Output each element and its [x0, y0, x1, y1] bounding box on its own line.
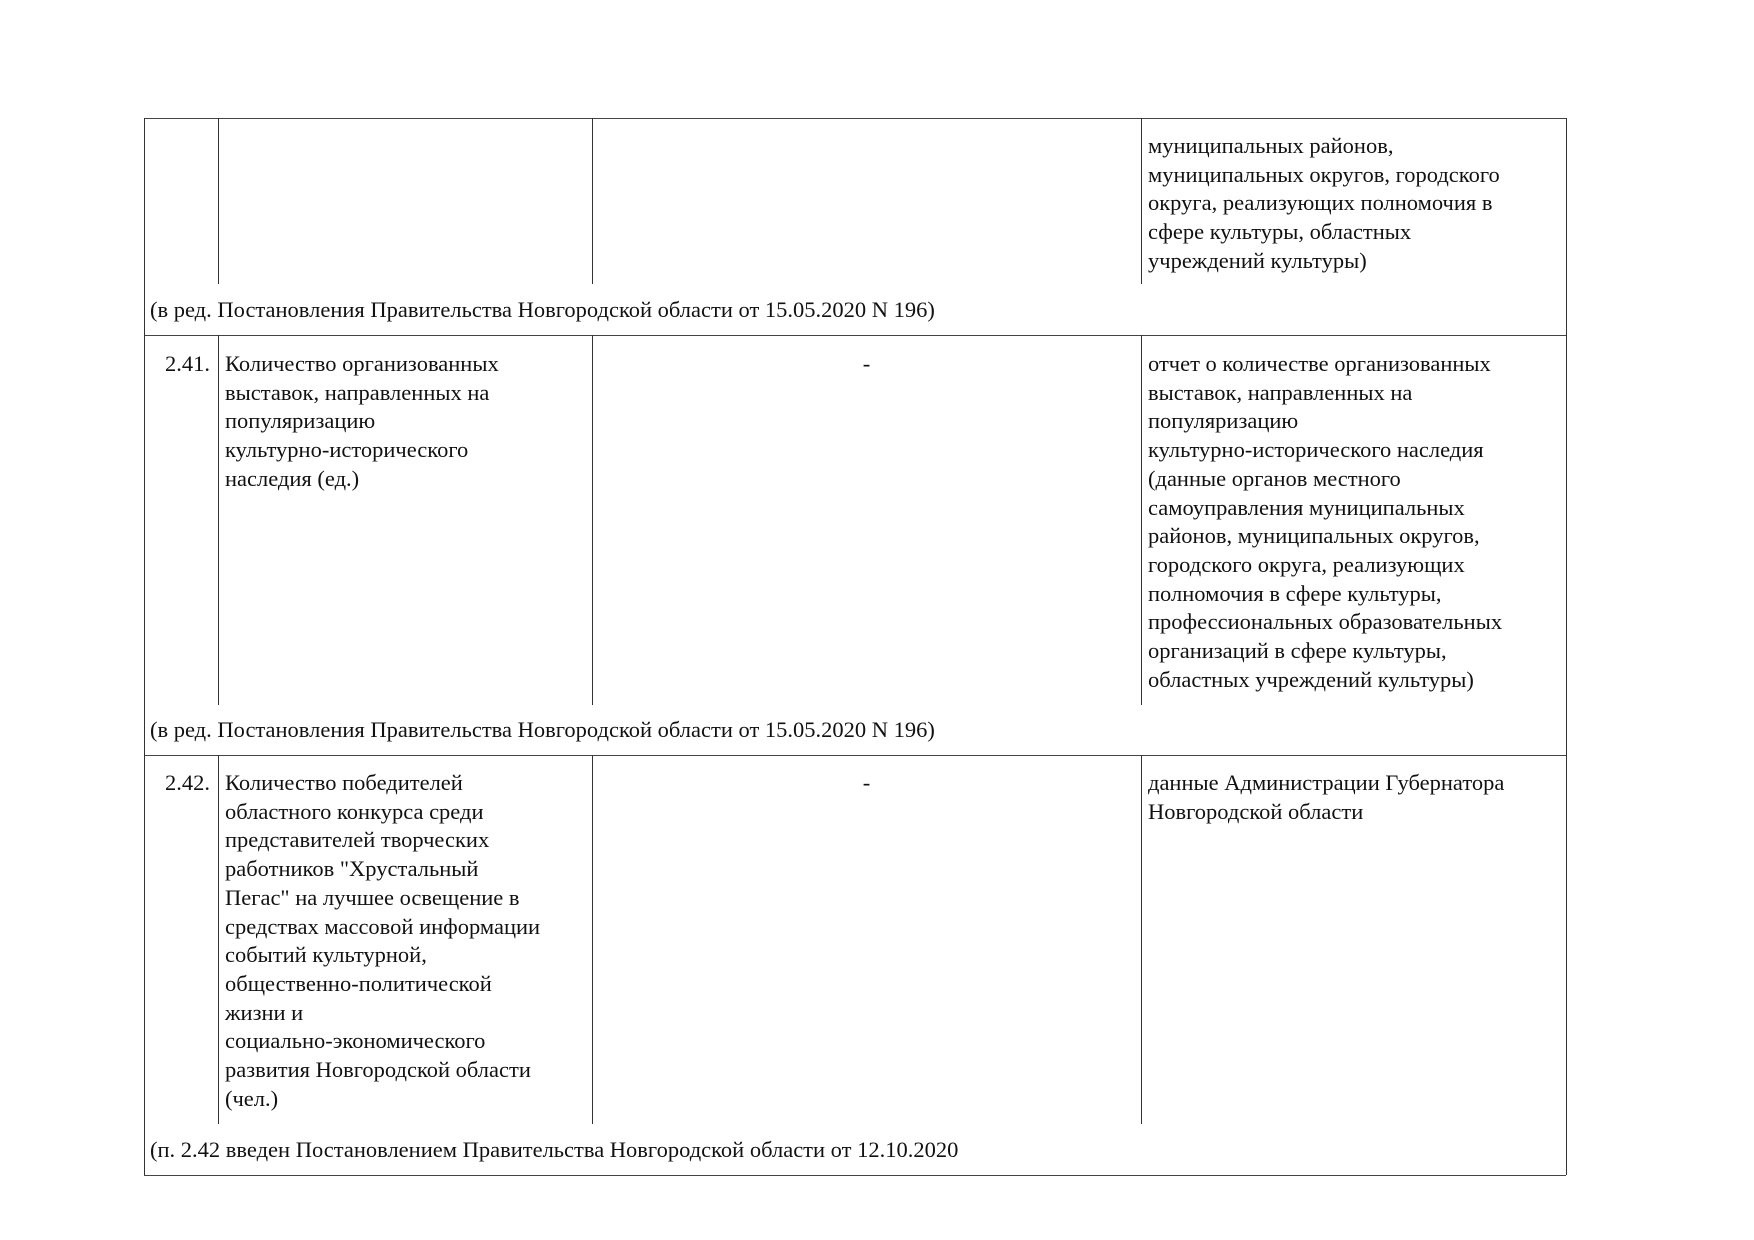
column-divider [592, 335, 593, 705]
column-divider [218, 755, 219, 1124]
amendment-note: (п. 2.42 введен Постановлением Правительства Новгородской области от 12.10.2020 [150, 1137, 959, 1162]
value-cell: - [862, 770, 871, 795]
amendment-note: (в ред. Постановления Правительства Новгородской области от 15.05.2020 N 196) [150, 717, 935, 742]
column-divider [218, 335, 219, 705]
table-border-left [144, 118, 145, 1175]
column-divider [592, 118, 593, 284]
source-cell: данные Администрации Губернатора Новгородской области [1148, 770, 1505, 824]
source-cell: муниципальных районов, муниципальных округов, городского округа, реализующих полномочия в сфере культуры, областных учреждений культуры) [1148, 133, 1500, 273]
indicator-name-cell: Количество победителей областного конкурса среди представителей творческих работников "Хрустальный Пегас" на лучшее освещение в средствах массовой информации событий культурной, общественно-политической жизни и социально-экономического развития Новгородской области (чел.) [225, 770, 541, 1111]
table-border-top [144, 118, 1566, 119]
table-border-bottom [144, 1175, 1566, 1176]
row-number: 2.41. [165, 351, 210, 376]
amendment-note: (в ред. Постановления Правительства Новгородской области от 15.05.2020 N 196) [150, 297, 935, 322]
row-divider [144, 755, 1566, 756]
column-divider [1141, 335, 1142, 705]
row-divider [144, 335, 1566, 336]
column-divider [592, 755, 593, 1124]
row-number: 2.42. [165, 770, 210, 795]
source-cell: отчет о количестве организованных выставок, направленных на популяризацию культурно-исторического наследия (данные органов местного самоуправления муниципальных районов, муниципальных округов, городского округа, реализующих полномочия в сфере культуры, профессиональных образовательных организаций в сфере культуры, областных учреждений культуры) [1148, 351, 1503, 692]
column-divider [1141, 118, 1142, 284]
column-divider [218, 118, 219, 284]
value-cell: - [862, 351, 871, 376]
table-border-right [1566, 118, 1567, 1175]
column-divider [1141, 755, 1142, 1124]
indicator-name-cell: Количество организованных выставок, направленных на популяризацию культурно-исторического наследия (ед.) [225, 351, 499, 491]
